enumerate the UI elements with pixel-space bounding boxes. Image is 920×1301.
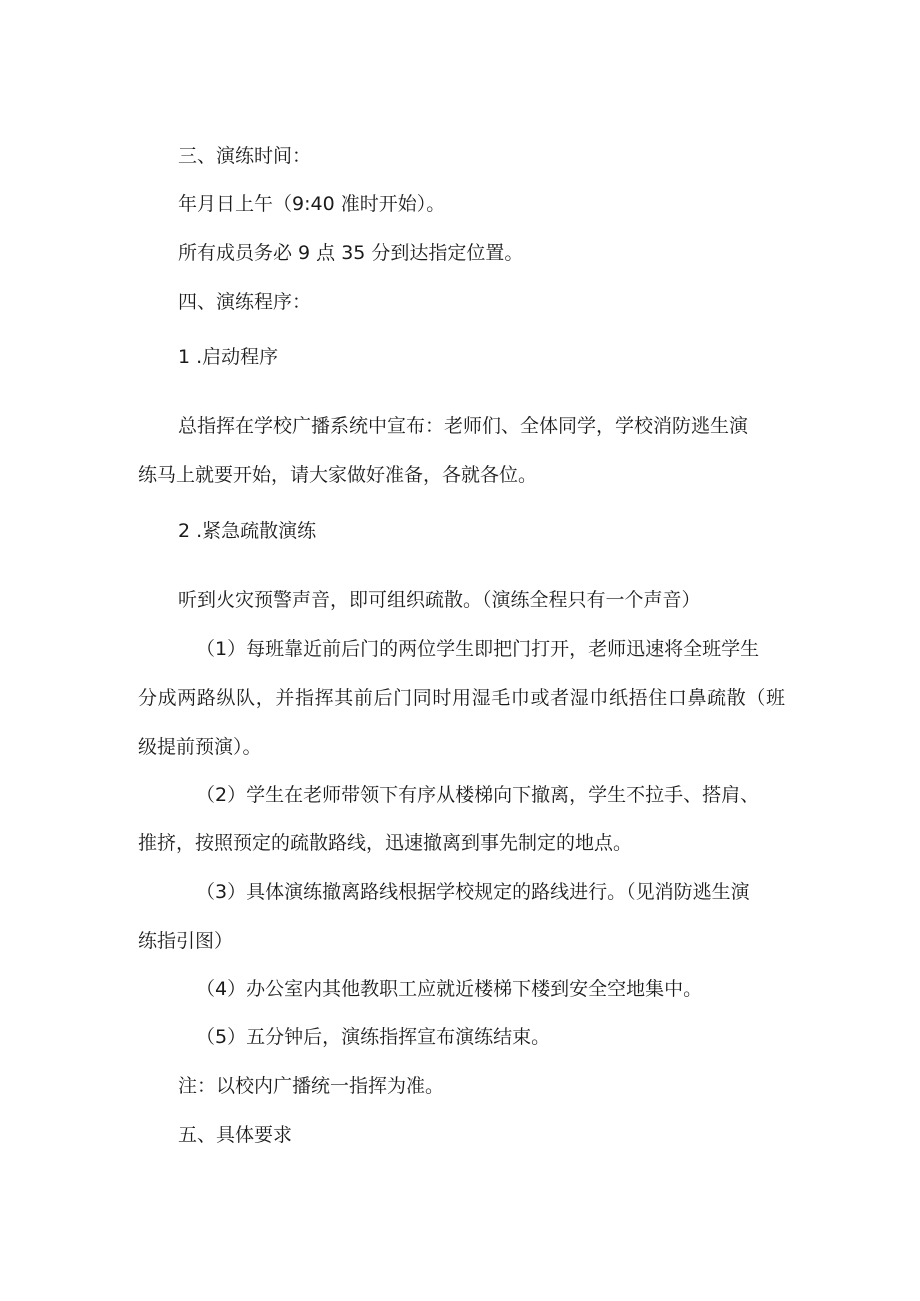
item-5: （5）五分钟后，演练指挥宣布演练结束。	[196, 1026, 551, 1048]
step-1-body-line-2: 练马上就要开始，请大家做好准备，各就各位。	[138, 464, 538, 486]
step-2-intro: 听到火灾预警声音，即可组织疏散。（演练全程只有一个声音）	[178, 589, 701, 611]
section-4-heading: 四、演练程序：	[178, 291, 312, 313]
item-1-line-2: 分成两路纵队，并指挥其前后门同时用湿毛巾或者湿巾纸捂住口鼻疏散（班	[138, 687, 785, 709]
item-1-line-3: 级提前预演）。	[138, 736, 262, 758]
item-3-line-2: 练指引图）	[138, 930, 234, 952]
step-1-title: 1 .启动程序	[178, 346, 279, 368]
section-3-arrival: 所有成员务必 9 点 35 分到达指定位置。	[178, 242, 524, 264]
step-2-title: 2 .紧急疏散演练	[178, 520, 317, 542]
item-2-line-1: （2）学生在老师带领下有序从楼梯向下撤离，学生不拉手、搭肩、	[196, 784, 760, 806]
note: 注：以校内广播统一指挥为准。	[178, 1075, 445, 1097]
section-5-heading: 五、具体要求	[178, 1124, 293, 1146]
step-1-body-line-1: 总指挥在学校广播系统中宣布：老师们、全体同学，学校消防逃生演	[178, 415, 749, 437]
item-2-line-2: 推挤，按照预定的疏散路线，迅速撤离到事先制定的地点。	[138, 832, 633, 854]
section-3-time: 年月日上午（9:40 准时开始）。	[178, 193, 446, 215]
item-1-line-1: （1）每班靠近前后门的两位学生即把门打开，老师迅速将全班学生	[196, 638, 760, 660]
item-3-line-1: （3）具体演练撤离路线根据学校规定的路线进行。（见消防逃生演	[196, 881, 750, 903]
item-4: （4）办公室内其他教职工应就近楼梯下楼到安全空地集中。	[196, 978, 703, 1000]
section-3-heading: 三、演练时间：	[178, 145, 312, 167]
